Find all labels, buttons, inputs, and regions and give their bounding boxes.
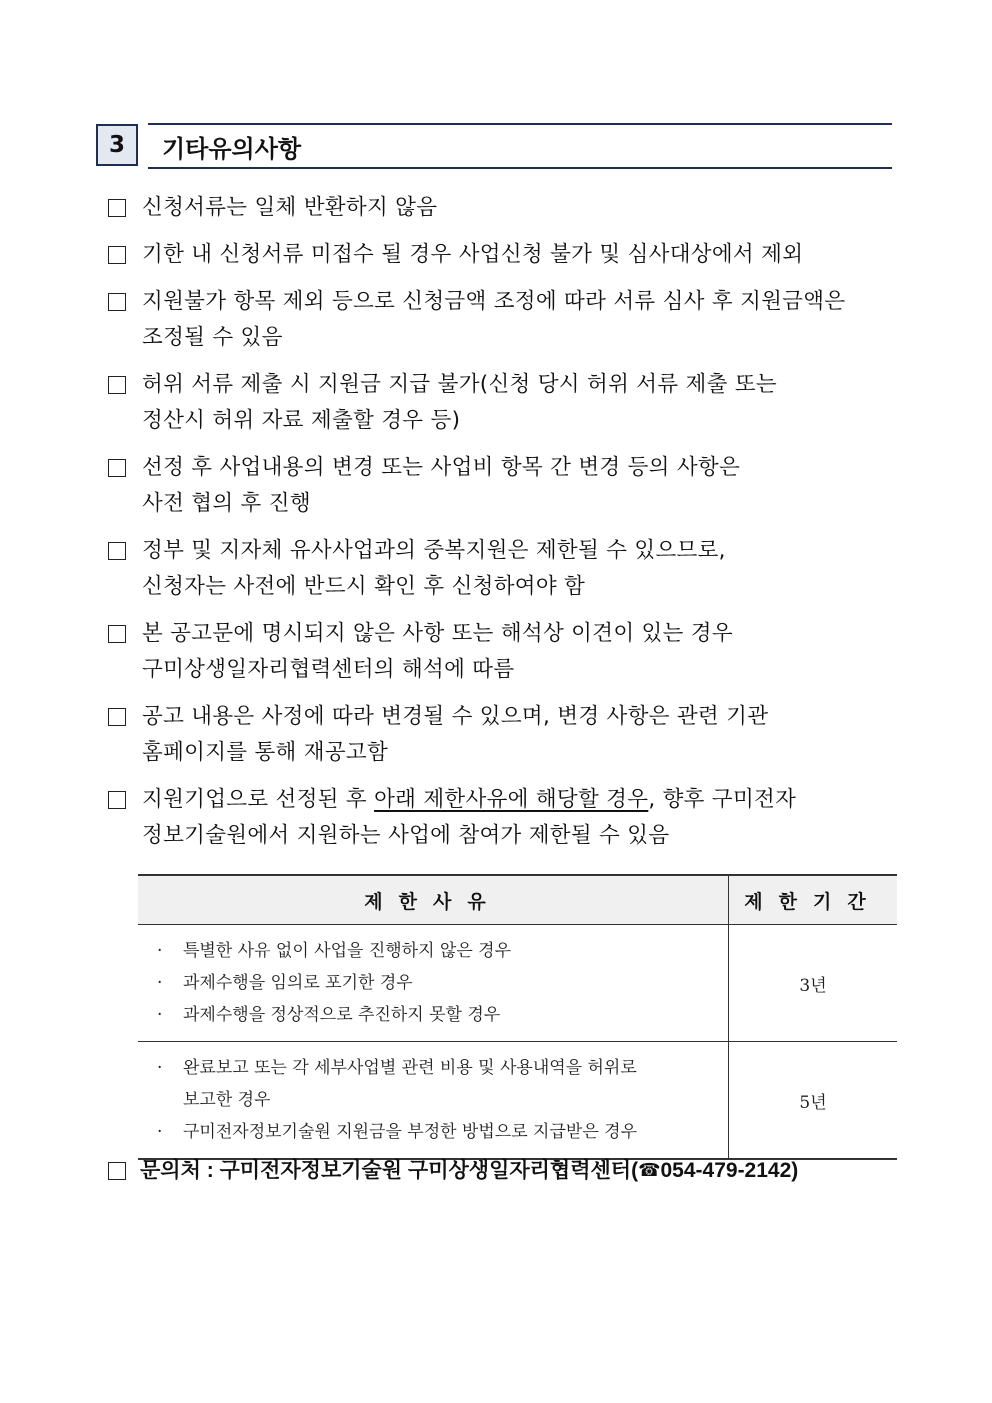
notice-item [108, 699, 898, 771]
notice-line: 사전 협의 후 진행 [142, 491, 311, 516]
reason-text: 과제수행을 임의로 포기한 경우 [183, 973, 413, 993]
notice-text [142, 616, 733, 688]
bullet-icon: · [157, 941, 163, 961]
phone-icon: ☎ [638, 1160, 661, 1181]
notice-line: 지원불가 항목 제외 등으로 신청금액 조정에 따라 서류 심사 후 지원금액은 [142, 289, 846, 314]
checkbox-icon [108, 791, 126, 809]
notice-item [108, 190, 898, 226]
notice-line: 정부 및 지자체 유사사업과의 중복지원은 제한될 수 있으므로, [142, 538, 726, 563]
checkbox-icon [108, 376, 126, 394]
contact-line [108, 1155, 908, 1187]
reason-text: 보고한 경우 [183, 1090, 271, 1110]
section-rule-top [148, 123, 892, 125]
notice-item [108, 616, 898, 688]
section-number: 3 [96, 124, 138, 166]
notice-text [142, 284, 845, 356]
notice-item [108, 284, 898, 356]
section-title: 기타유의사항 [162, 135, 302, 163]
contact-phone: 054-479-2142) [660, 1159, 799, 1182]
notice-text [142, 237, 803, 273]
notice-text [142, 782, 796, 854]
reason-text: 완료보고 또는 각 세부사업별 관련 비용 및 사용내역을 허위로 [183, 1058, 637, 1078]
reason-item [157, 967, 727, 999]
notice-line: 신청자는 사전에 반드시 확인 후 신청하여야 함 [142, 574, 586, 599]
bullet-spacer [157, 1084, 183, 1116]
header-period: 제한기간 [729, 875, 898, 925]
reason-item [157, 1116, 727, 1148]
reason-cell [138, 925, 729, 1042]
checkbox-icon [108, 246, 126, 264]
bullet-icon: · [157, 1005, 163, 1025]
notice-line: 홈페이지를 통해 재공고함 [142, 740, 389, 765]
notice-line: 정산시 허위 자료 제출할 경우 등) [142, 408, 461, 433]
notice-line: 본 공고문에 명시되지 않은 사항 또는 해석상 이견이 있는 경우 [142, 621, 733, 646]
checkbox-icon [108, 293, 126, 311]
notice-item [108, 367, 898, 439]
notice-text [142, 190, 437, 226]
notice-line: 정보기술원에서 지원하는 사업에 참여가 제한될 수 있음 [142, 823, 670, 848]
notice-line: 기한 내 신청서류 미접수 될 경우 사업신청 불가 및 심사대상에서 제외 [142, 242, 804, 267]
notice-text [142, 367, 777, 439]
notice-text [142, 450, 740, 522]
notice-item [108, 237, 898, 273]
notice-line: 신청서류는 일체 반환하지 않음 [142, 195, 438, 220]
checkbox-icon [108, 1162, 126, 1180]
period-cell: 3년 [729, 925, 898, 1042]
reason-text: 구미전자정보기술원 지원금을 부정한 방법으로 지급받은 경우 [183, 1122, 637, 1142]
bullet-icon: · [157, 1058, 163, 1078]
reason-text: 특별한 사유 없이 사업을 진행하지 않은 경우 [183, 941, 512, 961]
reason-item-continuation [157, 1084, 727, 1116]
contact-label: 문의처 : 구미전자정보기술원 구미상생일자리협력센터( [140, 1159, 639, 1182]
section-header [96, 123, 892, 169]
checkbox-icon [108, 708, 126, 726]
notice-list [108, 190, 898, 865]
restriction-underlined-text: 아래 제한사유에 해당할 경우 [374, 787, 649, 812]
checkbox-icon [108, 625, 126, 643]
reason-item [157, 935, 727, 967]
checkbox-icon [108, 199, 126, 217]
header-reason: 제한사유 [138, 875, 729, 925]
checkbox-icon [108, 459, 126, 477]
notice-item-restriction [108, 782, 898, 854]
section-rule-bottom [148, 167, 892, 169]
restriction-text-before: 지원기업으로 선정된 후 [142, 787, 375, 812]
checkbox-icon [108, 542, 126, 560]
table-header-row [138, 875, 897, 925]
restriction-text-after: , 향후 구미전자 [648, 787, 797, 812]
bullet-icon: · [157, 1122, 163, 1142]
notice-text [142, 533, 726, 605]
notice-line: 허위 서류 제출 시 지원금 지급 불가(신청 당시 허위 서류 제출 또는 [142, 372, 777, 397]
notice-item [108, 533, 898, 605]
period-cell: 5년 [729, 1042, 898, 1160]
bullet-icon: · [157, 973, 163, 993]
notice-line: 구미상생일자리협력센터의 해석에 따름 [142, 657, 515, 682]
reason-item [157, 1052, 727, 1084]
restriction-table [138, 874, 897, 1160]
notice-line [142, 782, 796, 818]
notice-line: 공고 내용은 사정에 따라 변경될 수 있으며, 변경 사항은 관련 기관 [142, 704, 769, 729]
notice-line: 선정 후 사업내용의 변경 또는 사업비 항목 간 변경 등의 사항은 [142, 455, 741, 480]
reason-item [157, 999, 727, 1031]
table-row [138, 1042, 897, 1160]
reason-cell [138, 1042, 729, 1160]
table-row [138, 925, 897, 1042]
notice-text [142, 699, 768, 771]
notice-item [108, 450, 898, 522]
reason-text: 과제수행을 정상적으로 추진하지 못할 경우 [183, 1005, 501, 1025]
notice-line: 조정될 수 있음 [142, 325, 283, 350]
